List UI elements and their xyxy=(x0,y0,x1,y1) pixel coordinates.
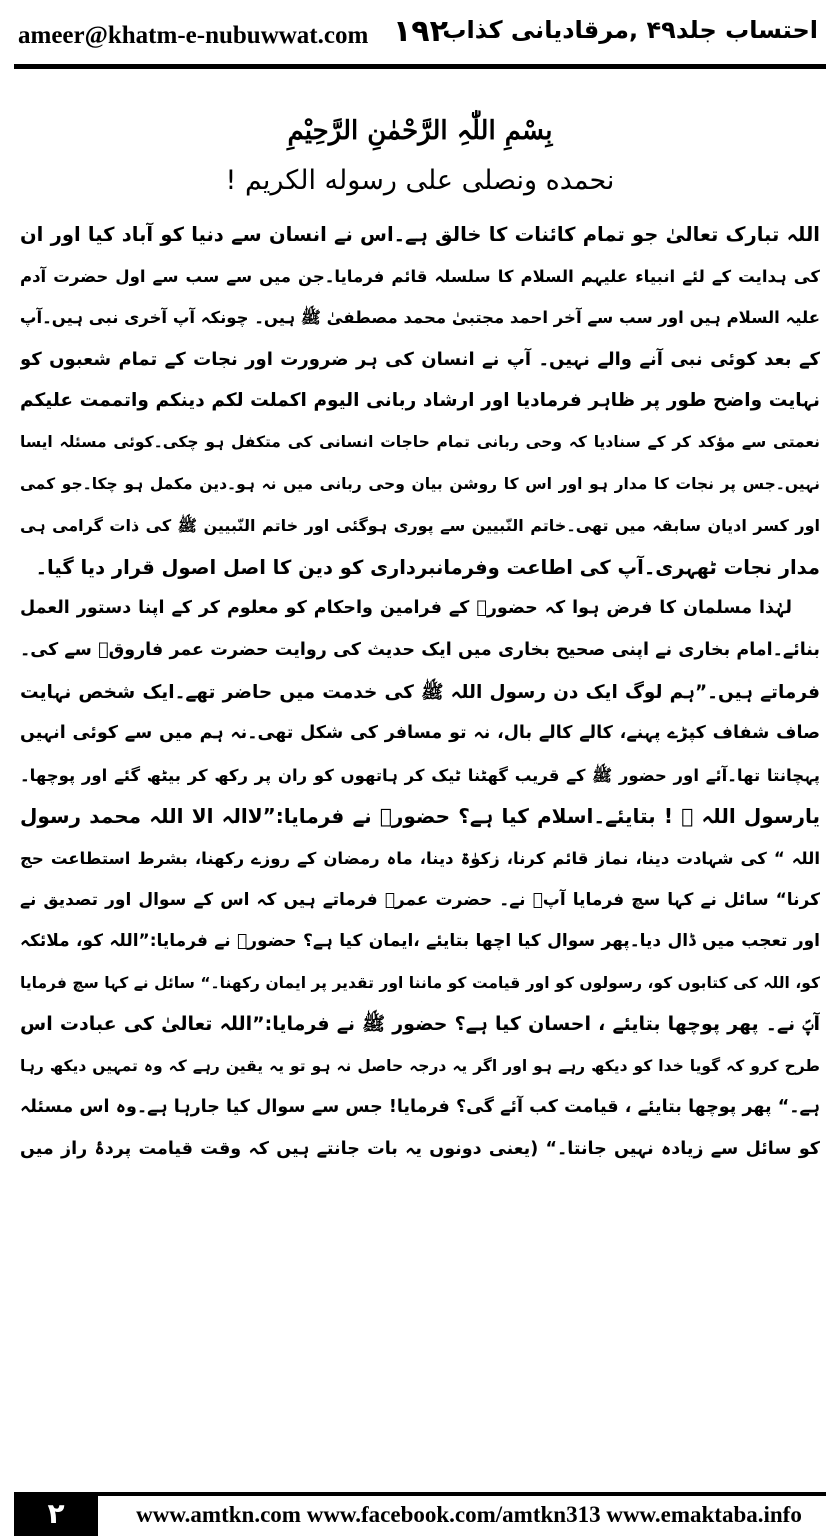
footer-rule xyxy=(98,1492,826,1496)
footer-page-number: ۲ xyxy=(14,1492,98,1536)
body-line: کرنا“ سائل نے کہا سچ فرمایا آپؐ نے۔ حضرت عمرؓ فرماتے ہیں کہ اس کے سوال اور تصدیق نے xyxy=(20,889,820,910)
header-email: ameer@khatm-e-nubuwwat.com xyxy=(18,22,369,49)
body-line: اور تعجب میں ڈال دیا۔پھر سوال کیا اچھا بتایئے ،ایمان کیا ہے؟ حضورؐ نے فرمایا:”اللہ کو، ملائکہ xyxy=(20,931,820,952)
body-line: علیہ السلام ہیں اور سب سے آخر احمد مجتبیٰ محمد مصطفیٰ ﷺ ہیں۔ چونکہ آپ آخری نبی ہیں۔آپ xyxy=(20,308,820,328)
body-line: مدار نجات ٹھہری۔آپ کی اطاعت وفرمانبرداری کو دین کا اصل اصول قرار دیا گیا۔ xyxy=(35,555,820,579)
body-line: کو، اللہ کی کتابوں کو، رسولوں کو اور قیامت کو ماننا اور تقدیر پر ایمان رکھنا۔“ سائل نے کہا سچ فرمایا xyxy=(20,973,820,992)
body-line: کے بعد کوئی نبی آنے والے نہیں۔ آپ نے انسان کی ہر ضرورت اور نجات کے تمام شعبوں کو xyxy=(20,348,820,370)
body-line: نہیں۔جس پر نجات کا مدار ہو اور اس کا روشن بیان وحی ربانی میں نہ ہو۔دین مکمل ہو چکا۔جو کمی xyxy=(20,474,820,493)
header-rule xyxy=(14,64,826,69)
header-book-title: احتساب جلد۴۹ ,مرقادیانی کذاب xyxy=(442,16,818,44)
body-text xyxy=(20,214,820,1171)
body-line: یارسول اللہ ﷺ ! بتایئے۔اسلام کیا ہے؟ حضورؐ نے فرمایا:”لاالہ الا اللہ محمد رسول xyxy=(20,804,820,829)
page-header xyxy=(18,14,818,58)
body-line: پہچانتا تھا۔آئے اور حضور ﷺ کے قریب گھٹنا ٹیک کر ہاتھوں کو ران پر رکھ کر بیٹھ گئے اور پوچھا۔ xyxy=(20,765,820,785)
body-line: نعمتی سے مؤکد کر کے سنادیا کہ وحی ربانی تمام حاجات انسانی کی متکفل ہو چکی۔کوئی مسئلہ ایسا xyxy=(20,432,820,451)
page-footer xyxy=(0,1492,840,1540)
bismillah-heading: بِسْمِ اللّٰہِ الرَّحْمٰنِ الرَّحِیْمِ xyxy=(287,116,553,146)
footer-websites: www.amtkn.com www.facebook.com/amtkn313 www.emaktaba.info xyxy=(136,1502,802,1527)
body-line: نہایت واضح طور پر ظاہر فرمادیا اور ارشاد ربانی الیوم اکملت لکم دینکم واتممت علیکم xyxy=(20,390,820,412)
body-line: بنائے۔امام بخاری نے اپنی صحیح بخاری میں ایک حدیث کی روایت حضرت عمر فاروقؓ سے کی۔ xyxy=(20,639,820,660)
body-line: لہٰذا مسلمان کا فرض ہوا کہ حضورؐ کے فرامین واحکام کو معلوم کر کے اپنا دستور العمل xyxy=(20,598,792,619)
body-line: فرماتے ہیں۔”ہم لوگ ایک دن رسول اللہ ﷺ کی خدمت میں حاضر تھے۔ایک شخص نہایت xyxy=(20,681,820,703)
body-line: اللہ تبارک تعالیٰ جو تمام کائنات کا خالق ہے۔اس نے انسان سے دنیا کو آباد کیا اور ان xyxy=(20,223,820,246)
salutation-heading: نحمده ونصلی علی رسوله الکریم ! xyxy=(225,165,615,196)
header-page-number: ۱۹۲ xyxy=(393,14,448,49)
body-line: اور کسر ادیان سابقہ میں تھی۔خاتم النّبیین سے پوری ہوگئی اور خاتم النّبیین ﷺ کی ذات گرامی ہی xyxy=(20,516,820,536)
body-line: کی ہدایت کے لئے انبیاء علیہم السلام کا سلسلہ قائم فرمایا۔جن میں سے سب سے اول حضرت آدم xyxy=(20,266,820,286)
body-line: طرح کرو کہ گویا خدا کو دیکھ رہے ہو اور اگر یہ درجہ حاصل نہ ہو تو یہ یقین رہے کہ وہ تمہیں دیکھ رہا xyxy=(20,1056,820,1075)
body-line: ہے۔“ پھر پوچھا بتایئے ، قیامت کب آئے گی؟ فرمایا! جس سے سوال کیا جارہا ہے۔وہ اس مسئلہ xyxy=(20,1097,820,1118)
body-line: کو سائل سے زیادہ نہیں جانتا۔“ (یعنی دونوں یہ بات جانتے ہیں کہ وقت قیامت پردۂ راز میں xyxy=(20,1139,820,1160)
body-line: آپؐ نے۔ پھر پوچھا بتایئے ، احسان کیا ہے؟ حضور ﷺ نے فرمایا:”اللہ تعالیٰ کی عبادت اس xyxy=(20,1013,820,1036)
body-line: اللہ “ کی شہادت دینا، نماز قائم کرنا، زکوٰۃ دینا، ماہ رمضان کے روزے رکھنا، بشرط استطاعت حج xyxy=(20,848,820,868)
body-line: صاف شفاف کپڑے پہنے، کالے کالے بال، نہ تو مسافر کی شکل تھی۔نہ ہم میں سے کوئی انہیں xyxy=(20,723,820,744)
